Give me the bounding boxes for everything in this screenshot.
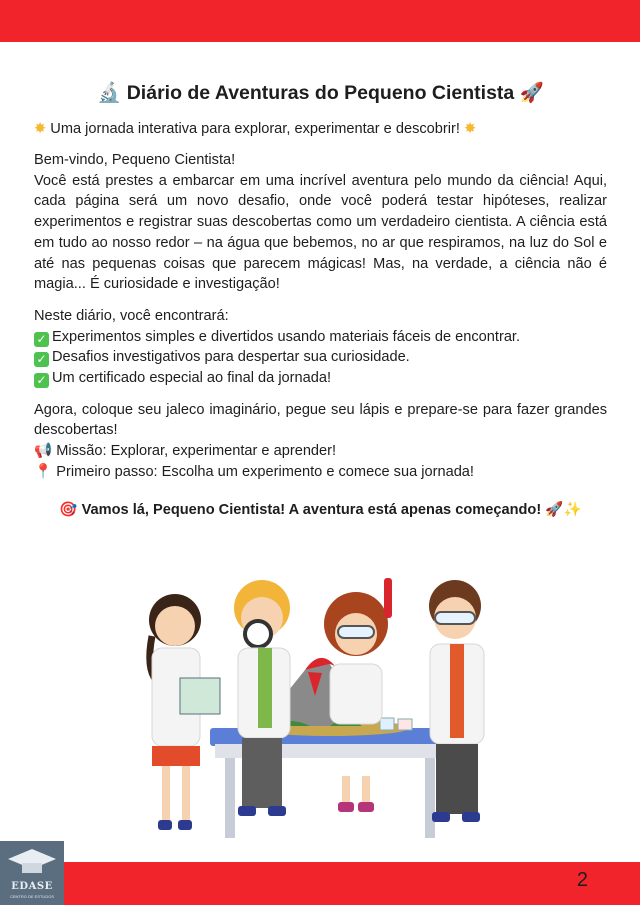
star-icon: ✸: [464, 120, 477, 137]
checkmark-icon: ✓: [34, 352, 49, 367]
star-icon: ✸: [34, 120, 47, 137]
call-to-action: [34, 500, 607, 518]
page-content: [34, 78, 607, 518]
microscope-icon: 🔬: [97, 81, 122, 104]
beaker-icon: [398, 719, 412, 730]
footer-bar: [0, 862, 640, 905]
features-section: [34, 306, 607, 389]
features-heading: Neste diário, você encontrará:: [34, 307, 229, 324]
closing-paragraph: [34, 400, 607, 483]
school-logo: [0, 841, 64, 905]
mission-line: [34, 441, 607, 462]
kids-science-illustration: [130, 578, 510, 848]
girl-goggles-character: [324, 578, 392, 812]
first-step-line: [34, 462, 607, 483]
list-item-text: Desafios investigativos para despertar sua curiosidade.: [52, 349, 410, 366]
intro-paragraph: [34, 150, 607, 295]
page-number: 2: [576, 869, 588, 891]
checkmark-icon: ✓: [34, 332, 49, 347]
test-tube-icon: [384, 578, 392, 618]
target-icon: 🎯: [59, 500, 78, 518]
subtitle-text: Uma jornada interativa para explorar, experimentar e descobrir!: [50, 121, 460, 137]
intro-greeting: Bem-vindo, Pequeno Cientista!: [34, 152, 236, 168]
sparkles-icon: ✨: [563, 500, 582, 518]
mission-text: Missão: Explorar, experimentar e aprender!: [56, 443, 337, 460]
checkmark-icon: ✓: [34, 373, 49, 388]
girl-character: [149, 594, 220, 830]
list-item-text: Um certificado especial ao final da jornada!: [52, 370, 332, 387]
list-item: [34, 347, 607, 368]
list-item: [34, 368, 607, 389]
intro-body: Você está prestes a embarcar em uma incrível aventura pelo mundo da ciência! Aqui, cada página será um novo desafio, onde você poderá testar hipóteses, realizar experimentos e registrar suas descobertas como um verdadeiro cientista. A ciência está em tudo ao nosso redor – na água que bebemos, no ar que respiramos, na luz do Sol e até nas pequenas coisas que parecem mágicas! Mas, na verdade, a ciência não é magia... É curiosidade e investigação!: [34, 172, 607, 293]
list-item-text: Experimentos simples e divertidos usando materiais fáceis de encontrar.: [52, 328, 521, 345]
graduation-cap-icon: [0, 841, 64, 881]
rocket-icon: 🚀: [519, 81, 544, 104]
subtitle: [34, 119, 607, 139]
first-step-text: Primeiro passo: Escolha um experimento e comece sua jornada!: [56, 463, 474, 480]
beaker-icon: [380, 718, 394, 730]
logo-subtext: CENTRO DE ESTUDOS: [9, 894, 54, 899]
header-bar: [0, 0, 640, 42]
boy-right-character: [429, 580, 484, 822]
page-title: [34, 78, 607, 108]
page-title-text: Diário de Aventuras do Pequeno Cientista: [126, 82, 515, 104]
rocket-icon: 🚀: [545, 500, 564, 518]
boy-magnifier-character: [234, 580, 290, 816]
cta-text: Vamos lá, Pequeno Cientista! A aventura está apenas começando!: [81, 501, 542, 518]
list-item: [34, 327, 607, 348]
logo-text: EDASE: [11, 881, 53, 892]
pin-icon: 📍: [34, 462, 53, 480]
megaphone-icon: 📢: [34, 442, 53, 460]
closing-body: Agora, coloque seu jaleco imaginário, pegue seu lápis e prepare-se para fazer grandes descobertas!: [34, 401, 607, 439]
